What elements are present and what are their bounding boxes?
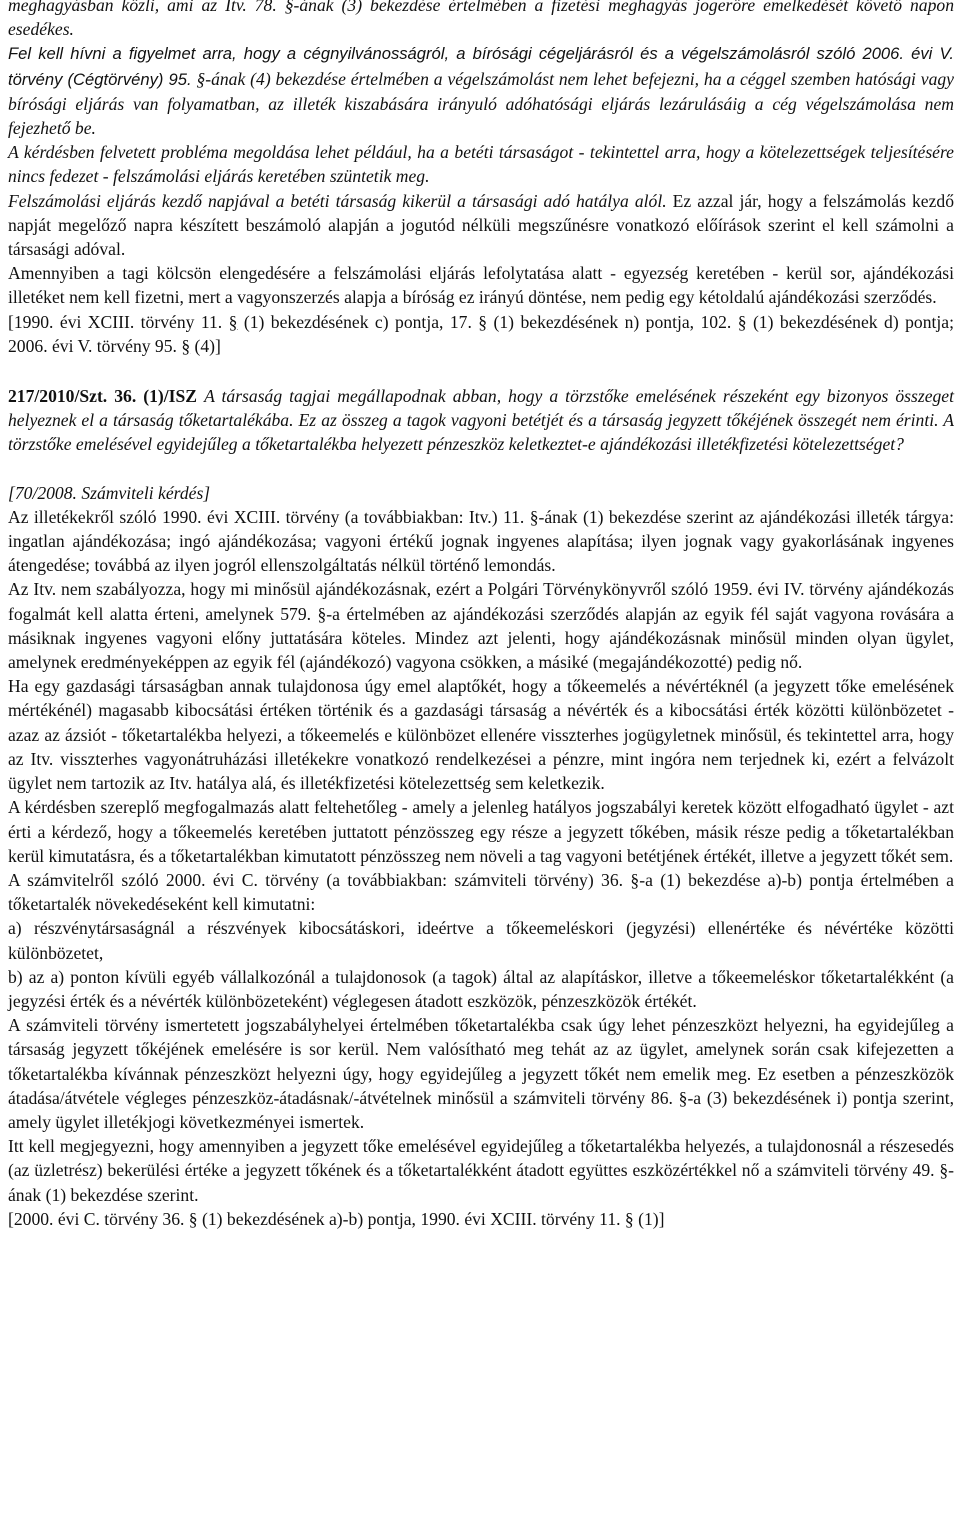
ref-section-sign-4: § <box>181 335 191 356</box>
question-entry <box>8 384 954 457</box>
answer-paragraph-3: Ha egy gazdasági társaságban annak tulajdonosa úgy emel alaptőkét, hogy a tőkeemelés a névértéknél (a jegyzett tőke emelésének mértékénél) magasabb kibocsátási értéken történik és a gazdasági társaság a névérték és a kibocsátási érték közötti különbözetet - azaz az ázsiót - tőketartalékba helyezi, a tőkeemelés e különbözet ellenére visszterhes jogügyletnek minősül, és tekintettel arra, hogy az Itv. visszterhes vagyonátruházási illetékekre vonatkozó rendelkezései a pénzre, mint ingóra nem terjednek ki, ezért a felvázolt ügylet nem tartozik az Itv. hatálya alá, és illetékfizetési kötelezettség sem keletkezik. <box>8 676 954 794</box>
entry-tag: (1)/ISZ <box>143 386 198 407</box>
entry-question: A társaság tagjai megállapodnak abban, hogy a törzstőke emelésének részeként egy bizonyos összeget helyeznek el a társaság tőketartalékába. Ez az összeg a tagok vagyoni betétjét és a társaság jegyzett tőkéjének összegét nem érinti. A törzstőke emelésével egyidejűleg a tőketartalékba helyezett pénzeszköz keletkeztet-e ajándékozási illetékfizetési kötelezettséget? <box>8 386 955 455</box>
ref-part-b: (1) bekezdésének c) pontja, 17. <box>237 311 479 332</box>
ref-part-d: (1) bekezdésének d) pontja; 2006. évi V. törvény 95. <box>8 311 954 356</box>
paragraph-loan-waiver: Amennyiben a tagi kölcsön elengedésére a felszámolási eljárás lefolytatása alatt - egyezség keretében - kerül sor, ajándékozási illetéket nem kell fizetni, mert a vagyonszerzés alapja a bíróság ez irányú döntése, nem pedig egy kétoldalú ajándékozási szerződés. <box>8 263 954 308</box>
answer-reference: [70/2008. Számviteli kérdés] <box>8 482 211 503</box>
paragraph-cegtorveny <box>8 41 954 140</box>
ref-part-e: (4)] <box>190 335 221 356</box>
ref-part-c: (1) bekezdésének n) pontja, 102. <box>487 311 738 332</box>
answer-paragraph-7: b) az a) ponton kívüli egyéb vállalkozónál a tulajdonosok (a tagok) által az alapításkor, illetve a tőkeemeléskor tőketartalékként (a jegyzési érték és a névérték különbözeteként) véglegesen átadott eszközök, pénzeszközök értékét. <box>8 966 954 1011</box>
paragraph-liquidation-italic: Felszámolási eljárás kezdő napjával a betéti társaság kikerül a társasági adó hatálya alól. <box>8 190 667 211</box>
paragraph-cegtorveny-rest: §-ának (4) bekezdése értelmében a végelszámolást nem lehet befejezni, ha a céggel szemben hatósági vagy bírósági eljárás van folyamatban, az illeték kiszabására irányuló adóhatósági eljárás lezárulásáig a cég végelszámolása nem fejezhető be. <box>8 68 954 139</box>
answer-paragraph-9: Itt kell megjegyezni, hogy amennyiben a jegyzett tőke emelésével egyidejűleg a tőketartalékba helyezés, a tulajdonosnál a részesedés (az üzletrész) bekerülési értéke a jegyzett tőkének és a tőketartalékként átadott együttes eszközértékkel nő a számviteli törvény 49. §-ának (1) bekezdése szerint. <box>8 1136 954 1205</box>
answer-paragraph-8: A számviteli törvény ismertetett jogszabályhelyei értelmében tőketartalékba csak úgy lehet pénzeszközt helyezni, ha egyidejűleg a társaság jegyzett tőkéjének emelésére is sor kerül. Nem valósítható meg tehát az az ügylet, amelynek során csak kifejezetten a tőketartalékba kívánnak pénzeszközt helyezni úgy, hogy egyidejűleg a jegyzett tőkét nem emelik meg. Ez esetben a pénzeszközök átadása/átvétele végleges pénzeszköz-átadásnak/-átvételnek minősül a számviteli törvény 86. §-a (3) bekezdésének i) pontja szerint, amely ügylet illetékjogi következményei ismertek. <box>8 1015 954 1132</box>
answer-paragraph-1: Az illetékekről szóló 1990. évi XCIII. törvény (a továbbiakban: Itv.) 11. §-ának (1) bekezdése szerint az ajándékozási illeték tárgya: ingatlan ajándékozása; ingó ajándékozása; vagyoni értékű jognak ingyenes alapítása; ilyen jognak vagy gyakorlásának ingyenes átengedése; továbbá az ilyen jogról ellenszolgáltatás nélkül történő lemondás. <box>8 506 954 576</box>
paragraph-intro: meghagyásban közli, ami az Itv. 78. §-ának (3) bekezdése értelmében a fizetési meghagyás jogerőre emelkedését követő napon esedékes. <box>8 0 954 40</box>
answer-paragraph-5: A számvitelről szóló 2000. évi C. törvény (a továbbiakban: számviteli törvény) 36. §-a (1) bekezdése a)-b) pontja értelmében a tőketartalék növekedéseként kell kimutatni: <box>8 869 954 915</box>
ref-section-sign-3: § <box>737 311 747 332</box>
answer-paragraph-6: a) részvénytársaságnál a részvények kibocsátáskori, ideértve a tőkeemeléskori (jegyzési) ellenértéke és névértéke közötti különbözetet, <box>8 918 954 963</box>
paragraph-solution: A kérdésben felvetett probléma megoldása lehet például, ha a betéti társaságot - tekintettel arra, hogy a kötelezettségek teljesítésére nincs fedezet - felszámolási eljárás keretében szüntetik meg. <box>8 142 954 187</box>
paragraph-liquidation <box>8 189 954 262</box>
paragraph-cegtorveny-sans: Fel kell hívni a figyelmet arra, hogy a cégnyilvánosságról, a bírósági cégeljárásról és a végelszámolásról szóló 2006. évi V. törvény (Cégtörvény) 95. <box>8 44 954 89</box>
answer-paragraph-4: A kérdésben szereplő megfogalmazás alatt feltehetőleg - amely a jelenleg hatályos jogszabályi keretek között elfogadható ügylet - azt érti a kérdező, hogy a tőkeemelés keretében juttatott pénzösszeg egy része a jegyzett tőkében, másik része pedig a tőketartalékban kerül kimutatásra, és a tőketartalékban kimutatott pénzösszeg nem növeli a tag vagyoni betétjének értékét, illetve a jegyzett tőkét sem. <box>8 797 954 866</box>
paragraph-liquidation-rest: Ez azzal jár, hogy a felszámolás kezdő napját megelőző napra készített beszámoló alapján a jogutód nélküli megszűnésre vonatkozó előírások szerint el kell számolni a társasági adóval. <box>8 190 954 260</box>
answer-paragraph-10: [2000. évi C. törvény 36. § (1) bekezdésének a)-b) pontja, 1990. évi XCIII. törvény 11. § (1)] <box>8 1208 665 1229</box>
ref-section-sign-2: § <box>478 311 488 332</box>
paragraph-legal-references <box>8 310 954 358</box>
answer-paragraph-2: Az Itv. nem szabályozza, hogy mi minősül ajándékozásnak, ezért a Polgári Törvénykönyvről szóló 1959. évi IV. törvény ajándékozás fogalmát kell alatta érteni, amelynek 579. §-a értelmében az ajándékozási szerződés alapján az egyik fél saját vagyona rovására a másiknak ingyenes vagyoni előny juttatására köteles. Mindez azt jelenti, hogy ajándékozásnak minősül minden olyan ügylet, amelynek eredményeképpen az egyik fél (ajándékozó) vagyona csökken, a másiké (megajándékozotté) pedig nő. <box>8 579 954 673</box>
ref-section-sign-1: § <box>228 311 238 332</box>
ref-part-a: [1990. évi XCIII. törvény 11. <box>8 311 229 332</box>
entry-code: 217/2010/Szt. 36. <box>8 386 137 407</box>
